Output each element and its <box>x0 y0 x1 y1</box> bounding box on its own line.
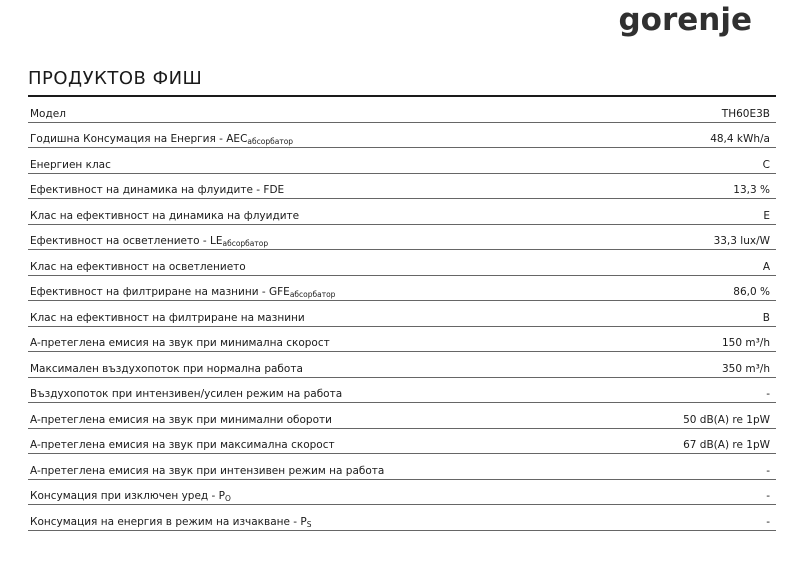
row-label-text: Максимален въздухопоток при нормална работа <box>30 362 303 375</box>
row-value: E <box>763 209 770 222</box>
table-row <box>28 505 776 531</box>
table-row <box>28 352 776 378</box>
row-label-text: Ефективност на динамика на флуидите - FDE <box>30 184 285 196</box>
row-value: B <box>762 311 770 324</box>
table-row <box>28 250 776 276</box>
row-label-text: A-претеглена емисия на звук при минимални обороти <box>30 413 332 426</box>
row-label <box>30 465 384 477</box>
row-label-text: Клас на ефективност на динамика на флуидите <box>30 209 300 222</box>
brand-logo: gorenje <box>618 2 752 38</box>
row-label-text: Консумация при изключен уред - P <box>30 490 225 502</box>
row-label <box>30 312 305 324</box>
table-row <box>28 148 776 174</box>
row-label <box>30 439 335 451</box>
row-label <box>30 414 332 426</box>
row-label <box>30 516 312 528</box>
table-row <box>28 403 776 429</box>
table-row <box>28 276 776 302</box>
row-label <box>30 184 284 196</box>
table-row <box>28 225 776 251</box>
table-row <box>28 429 776 455</box>
row-label <box>30 210 299 222</box>
table-row <box>28 199 776 225</box>
row-value: 150 m³/h <box>721 337 770 349</box>
page-title: ПРОДУКТОВ ФИШ <box>28 68 203 89</box>
row-value: - <box>766 515 770 528</box>
row-value: 13,3 % <box>733 184 770 196</box>
row-value: C <box>762 158 770 171</box>
row-label-text: Клас на ефективност на филтриране на мазнини <box>30 311 305 324</box>
table-row <box>28 378 776 404</box>
row-value: - <box>766 490 770 502</box>
row-label-text: Годишна Консумация на Енергия - AEC <box>30 133 248 145</box>
table-row <box>28 327 776 353</box>
row-value: - <box>766 388 770 400</box>
row-label <box>30 159 111 171</box>
row-value: 350 m³/h <box>721 362 770 375</box>
table-row <box>28 174 776 200</box>
row-label <box>30 490 231 502</box>
table-row <box>28 123 776 149</box>
row-label-text: A-претеглена емисия на звук при максимална скорост <box>30 439 335 451</box>
row-label-text: Консумация на енергия в режим на изчакване - P <box>30 515 307 528</box>
row-label-text: Енергиен клас <box>30 158 111 171</box>
row-label <box>30 363 303 375</box>
row-label-subscript: абсорбатор <box>222 239 269 248</box>
row-value: - <box>766 464 770 477</box>
row-label-subscript: абсорбатор <box>289 290 336 299</box>
row-label <box>30 286 335 298</box>
row-label-subscript: O <box>224 494 231 503</box>
row-label <box>30 235 268 247</box>
row-label-text: Въздухопоток при интензивен/усилен режим на работа <box>30 388 343 400</box>
row-label-text: A-претеглена емисия на звук при интензивен режим на работа <box>30 464 385 477</box>
row-label-text: Ефективност на филтриране на мазнини - GFE <box>30 286 290 298</box>
table-row <box>28 454 776 480</box>
row-value: 48,4 kWh/a <box>710 133 770 145</box>
row-value: TH60E3B <box>721 107 770 120</box>
row-value: 67 dB(A) re 1pW <box>683 439 770 451</box>
row-label <box>30 388 342 400</box>
row-value: 50 dB(A) re 1pW <box>683 413 770 426</box>
row-label-text: A-претеглена емисия на звук при минимална скорост <box>30 337 330 349</box>
row-label <box>30 108 66 120</box>
row-label <box>30 337 330 349</box>
product-fiche-table <box>28 97 776 531</box>
row-label <box>30 261 246 273</box>
row-label-text: Ефективност на осветлението - LE <box>30 235 223 247</box>
table-row <box>28 301 776 327</box>
row-label-text: Клас на ефективност на осветлението <box>30 260 246 273</box>
table-row <box>28 97 776 123</box>
row-label-subscript: S <box>306 519 312 529</box>
row-value: 86,0 % <box>733 286 770 298</box>
row-label <box>30 133 293 145</box>
row-label-subscript: абсорбатор <box>247 137 294 146</box>
row-value: A <box>762 260 770 273</box>
row-value: 33,3 lux/W <box>713 235 770 247</box>
row-label-text: Модел <box>30 107 66 120</box>
table-row <box>28 480 776 506</box>
